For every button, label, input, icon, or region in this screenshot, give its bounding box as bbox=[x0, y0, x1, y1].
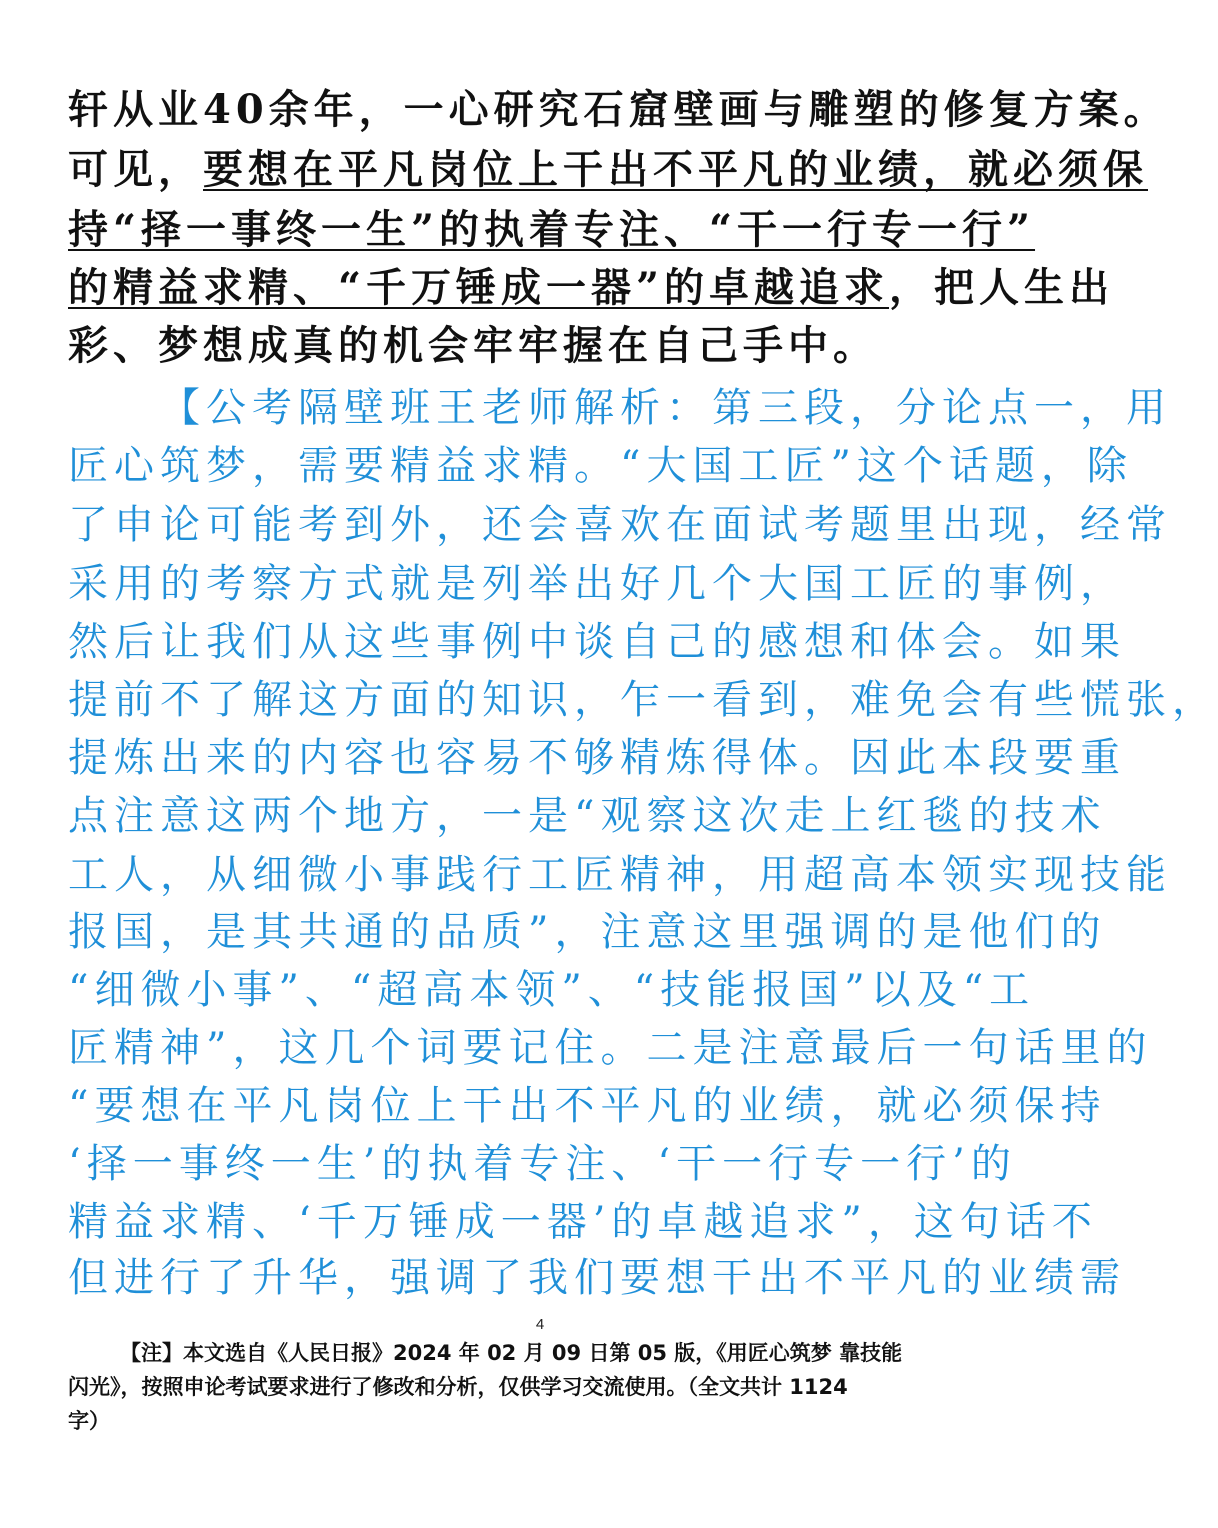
body-line-5: 彩、梦想成真的机会牢牢握在自己手中。 bbox=[68, 322, 878, 369]
analysis-line-6: 提前不了解这方面的知识，乍一看到，难免会有些慌张， bbox=[68, 677, 1218, 723]
body-line-4 bbox=[68, 264, 1115, 311]
body-line-4-suffix: ，把人生出 bbox=[889, 264, 1115, 311]
analysis-line-15: 精益求精、‘千万锤成一器’的卓越追求”，这句话不 bbox=[68, 1199, 1098, 1245]
analysis-line-10: 报国，是其共通的品质”，注意这里强调的是他们的 bbox=[68, 909, 1107, 955]
analysis-line-2: 匠心筑梦，需要精益求精。“大国工匠”这个话题，除 bbox=[68, 443, 1133, 489]
analysis-line-7: 提炼出来的内容也容易不够精炼得体。因此本段要重 bbox=[68, 735, 1126, 781]
analysis-line-12: 匠精神”，这几个词要记住。二是注意最后一句话里的 bbox=[68, 1025, 1153, 1071]
body-line-1: 轩从业40余年，一心研究石窟壁画与雕塑的修复方案。 bbox=[68, 86, 1169, 133]
body-line-2 bbox=[68, 146, 1148, 193]
analysis-line-13: “要想在平凡岗位上干出不平凡的业绩，就必须保持 bbox=[68, 1083, 1107, 1129]
body-line-2-prefix: 可见， bbox=[68, 146, 203, 193]
analysis-line-3: 了申论可能考到外，还会喜欢在面试考题里出现，经常 bbox=[68, 502, 1172, 548]
analysis-line-16: 但进行了升华，强调了我们要想干出不平凡的业绩需 bbox=[68, 1255, 1126, 1301]
analysis-line-11: “细微小事”、“超高本领”、“技能报国”以及“工 bbox=[68, 967, 1036, 1013]
analysis-line-1: 【公考隔壁班王老师解析：第三段，分论点一，用 bbox=[160, 385, 1172, 431]
footnote-line-3: 字） bbox=[68, 1409, 110, 1433]
analysis-line-5: 然后让我们从这些事例中谈自己的感想和体会。如果 bbox=[68, 619, 1126, 665]
analysis-line-9: 工人，从细微小事践行工匠精神，用超高本领实现技能 bbox=[68, 852, 1172, 898]
footnote-line-1: 【注】本文选自《人民日报》2024 年 02 月 09 日第 05 版，《用匠心筑梦 靠技能 bbox=[120, 1341, 903, 1365]
underlined-key-sentence-part-3: 的精益求精、“千万锤成一器”的卓越追求 bbox=[68, 264, 890, 311]
analysis-line-4: 采用的考察方式就是列举出好几个大国工匠的事例， bbox=[68, 561, 1126, 607]
underlined-key-sentence-part-1: 要想在平凡岗位上干出不平凡的业绩，就必须保 bbox=[203, 146, 1148, 193]
page-number: 4 bbox=[535, 1316, 545, 1333]
analysis-line-14: ‘择一事终一生’的执着专注、‘干一行专一行’的 bbox=[68, 1141, 1017, 1187]
footnote-line-2: 闪光》，按照申论考试要求进行了修改和分析，仅供学习交流使用。（全文共计 1124 bbox=[68, 1375, 848, 1399]
body-line-3 bbox=[68, 206, 1036, 253]
underlined-key-sentence-part-2: 持“择一事终一生”的执着专注、“干一行专一行” bbox=[68, 206, 1036, 253]
analysis-line-8: 点注意这两个地方，一是“观察这次走上红毯的技术 bbox=[68, 793, 1107, 839]
